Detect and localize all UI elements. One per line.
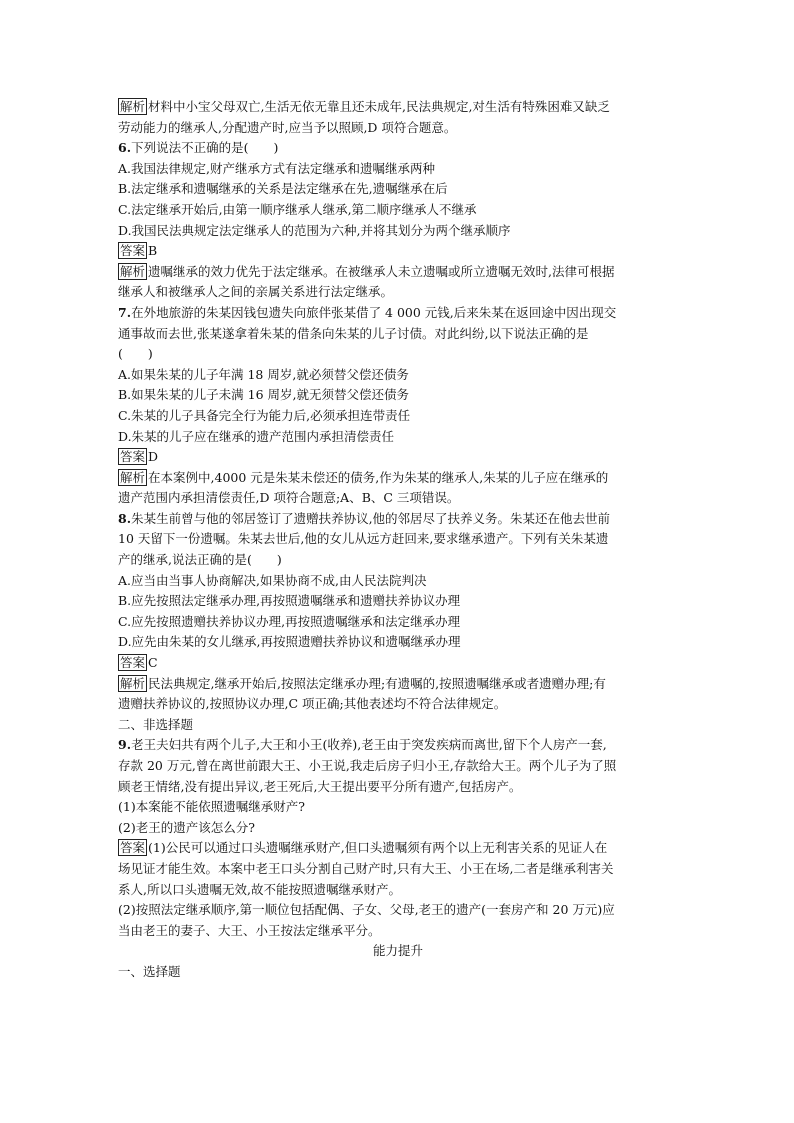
line-text: 一、选择题 bbox=[118, 963, 181, 979]
tagged-line bbox=[118, 241, 678, 262]
text-line bbox=[118, 756, 678, 777]
text-line bbox=[118, 365, 678, 386]
line-text: 场见证才能生效。本案中老王口头分割自己财产时,只有大王、小王在场,二者是继承利害关 bbox=[118, 860, 614, 876]
text-line bbox=[118, 344, 678, 365]
line-text: C bbox=[148, 655, 158, 671]
question-number: 7. bbox=[118, 304, 132, 320]
line-text: C.法定继承开始后,由第一顺序继承人继承,第二顺序继承人不继承 bbox=[118, 201, 477, 217]
line-text: 民法典规定,继承开始后,按照法定继承办理;有遗嘱的,按照遗嘱继承或者遗赠办理;有 bbox=[148, 675, 606, 691]
line-text: C.应先按照遗赠扶养协议办理,再按照遗嘱继承和法定继承办理 bbox=[118, 613, 461, 629]
line-text: A.我国法律规定,财产继承方式有法定继承和遗嘱继承两种 bbox=[118, 160, 435, 176]
line-text: (1)公民可以通过口头遗嘱继承财产,但口头遗嘱须有两个以上无利害关系的见证人在 bbox=[148, 840, 608, 856]
tagged-line bbox=[118, 653, 678, 674]
text-line bbox=[118, 777, 678, 798]
text-line bbox=[118, 715, 678, 736]
line-text: B.应先按照法定继承办理,再按照遗嘱继承和遗赠扶养协议办理 bbox=[118, 593, 461, 609]
text-line bbox=[118, 282, 678, 303]
text-line bbox=[118, 118, 678, 139]
text-line bbox=[118, 406, 678, 427]
label-box: 解析 bbox=[120, 99, 146, 114]
text-line bbox=[118, 859, 678, 880]
line-text: 存款 20 万元,曾在离世前跟大王、小王说,我走后房子归小王,存款给大王。两个儿子为了照 bbox=[118, 758, 617, 773]
text-line bbox=[118, 591, 678, 612]
line-text: 二、非选择题 bbox=[118, 716, 194, 732]
text-line bbox=[118, 179, 678, 200]
text-line bbox=[118, 488, 678, 509]
text-line bbox=[118, 324, 678, 345]
document-page bbox=[118, 97, 678, 983]
line-text: A.应当由当事人协商解决,如果协商不成,由人民法院判决 bbox=[118, 572, 427, 588]
text-line bbox=[118, 529, 678, 550]
label-box: 答案 bbox=[120, 655, 146, 671]
text-line bbox=[118, 221, 678, 242]
line-text: 在本案例中,4000 元是朱某未偿还的债务,作为朱某的继承人,朱某的儿子应在继承的 bbox=[148, 469, 609, 485]
line-text: 遗嘱继承的效力优先于法定继承。在被继承人未立遗嘱或所立遗嘱无效时,法律可根据 bbox=[148, 263, 615, 279]
label-box: 答案 bbox=[120, 840, 146, 856]
line-text: 当由老王的妻子、大王、小王按法定继承平分。 bbox=[118, 922, 381, 938]
line-text: 通事故而去世,张某遂拿着朱某的借条向朱某的儿子讨债。对此纠纷,以下说法正确的是 bbox=[118, 325, 589, 341]
question-number: 8. bbox=[118, 510, 132, 526]
text-line bbox=[118, 200, 678, 221]
line-text: (1)本案能不能依照遗嘱继承财产? bbox=[118, 799, 305, 815]
line-text: 老王夫妇共有两个儿子,大王和小王(收养),老王由于突发疾病而离世,留下个人房产一套, bbox=[131, 737, 607, 753]
tagged-line bbox=[118, 674, 678, 695]
line-text: B bbox=[148, 243, 158, 259]
question-line bbox=[118, 138, 678, 159]
label-box: 答案 bbox=[120, 243, 146, 259]
label-box: 解析 bbox=[120, 675, 146, 691]
line-text: ( ) bbox=[118, 346, 153, 362]
question-line bbox=[118, 303, 678, 324]
line-text: 在外地旅游的朱某因钱包遗失向旅伴张某借了 4 000 元钱,后来朱某在返回途中因出现交 bbox=[131, 304, 617, 320]
line-text: 遗赠扶养协议的,按照协议办理,C 项正确;其他表述均不符合法律规定。 bbox=[118, 696, 507, 712]
text-line bbox=[118, 880, 678, 901]
line-text: 继承人和被继承人之间的亲属关系进行法定继承。 bbox=[118, 284, 394, 300]
text-line bbox=[118, 941, 678, 962]
tagged-line bbox=[118, 468, 678, 489]
tagged-line bbox=[118, 838, 678, 859]
text-line bbox=[118, 571, 678, 592]
label-box: 答案 bbox=[120, 449, 146, 465]
text-line bbox=[118, 385, 678, 406]
line-text: 顾老王情绪,没有提出异议,老王死后,大王提出要平分所有遗产,包括房产。 bbox=[118, 778, 522, 794]
line-text: 材料中小宝父母双亡,生活无依无靠且还未成年,民法典规定,对生活有特殊困难又缺乏 bbox=[148, 99, 610, 114]
line-text: B.如果朱某的儿子未满 16 周岁,就无须替父偿还债务 bbox=[118, 387, 409, 403]
line-text: D bbox=[148, 449, 159, 465]
text-line bbox=[118, 921, 678, 942]
question-number: 6. bbox=[118, 140, 132, 156]
line-text: C.朱某的儿子具备完全行为能力后,必须承担连带责任 bbox=[118, 407, 411, 423]
tagged-line bbox=[118, 262, 678, 283]
line-text: 系人,所以口头遗嘱无效,故不能按照遗嘱继承财产。 bbox=[118, 881, 401, 897]
line-text: 10 天留下一份遗嘱。朱某去世后,他的女儿从远方赶回来,要求继承遗产。下列有关朱某遗 bbox=[118, 531, 609, 547]
tagged-line bbox=[118, 447, 678, 468]
label-box: 解析 bbox=[120, 469, 146, 485]
text-line bbox=[118, 818, 678, 839]
line-text: 朱某生前曾与他的邻居签订了遗赠扶养协议,他的邻居尽了扶养义务。朱某还在他去世前 bbox=[131, 510, 611, 526]
line-text: (2)老王的遗产该怎么分? bbox=[118, 819, 255, 835]
tagged-line bbox=[118, 97, 678, 118]
label-box: 解析 bbox=[120, 263, 146, 279]
line-text: 下列说法不正确的是( ) bbox=[131, 140, 279, 156]
line-text: D.应先由朱某的女儿继承,再按照遗赠扶养协议和遗嘱继承办理 bbox=[118, 634, 461, 650]
question-line bbox=[118, 509, 678, 530]
line-text: 产的继承,说法正确的是( ) bbox=[118, 552, 282, 568]
line-text: D.我国民法典规定法定继承人的范围为六种,并将其划分为两个继承顺序 bbox=[118, 222, 511, 238]
line-text: 能力提升 bbox=[372, 943, 423, 959]
text-line bbox=[118, 797, 678, 818]
text-line bbox=[118, 694, 678, 715]
text-line bbox=[118, 550, 678, 571]
text-line bbox=[118, 612, 678, 633]
question-line bbox=[118, 735, 678, 756]
text-line bbox=[118, 900, 678, 921]
text-line bbox=[118, 632, 678, 653]
line-text: B.法定继承和遗嘱继承的关系是法定继承在先,遗嘱继承在后 bbox=[118, 181, 448, 197]
line-text: D.朱某的儿子应在继承的遗产范围内承担清偿责任 bbox=[118, 428, 395, 444]
line-text: 遗产范围内承担清偿责任,D 项符合题意;A、B、C 三项错误。 bbox=[118, 490, 460, 506]
text-line bbox=[118, 962, 678, 983]
text-line bbox=[118, 159, 678, 180]
text-line bbox=[118, 427, 678, 448]
line-text: 劳动能力的继承人,分配遗产时,应当予以照顾,D 项符合题意。 bbox=[118, 119, 457, 135]
line-text: A.如果朱某的儿子年满 18 周岁,就必须替父偿还债务 bbox=[118, 366, 409, 382]
line-text: (2)按照法定继承顺序,第一顺位包括配偶、子女、父母,老王的遗产(一套房产和 20 万元)应 bbox=[118, 902, 615, 918]
question-number: 9. bbox=[118, 737, 132, 753]
